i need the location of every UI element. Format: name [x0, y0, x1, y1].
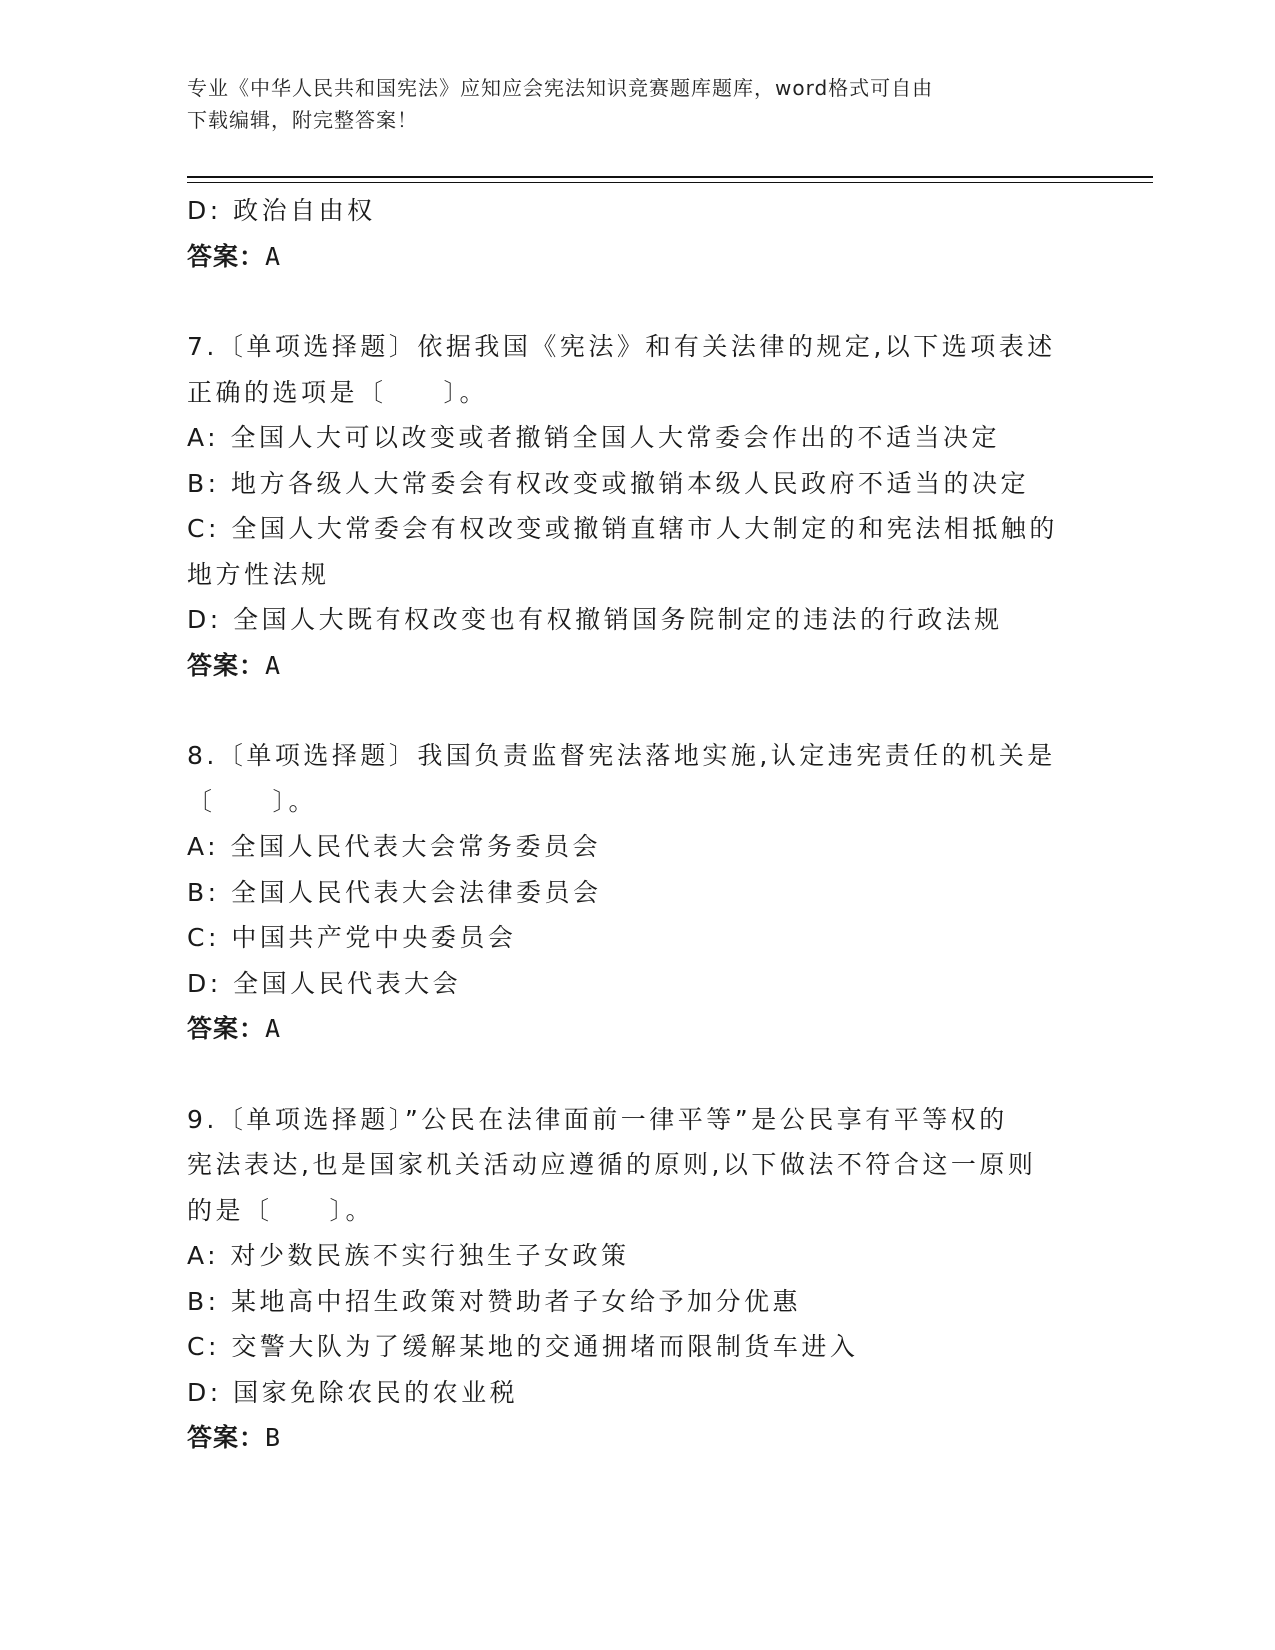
- question-9: [187, 1097, 1067, 1461]
- answer-value: A: [265, 241, 282, 271]
- option-a: A: 全国人大可以改变或者撤销全国人大常委会作出的不适当决定: [187, 423, 1001, 452]
- question-stem: 的是〔 〕。: [187, 1195, 375, 1225]
- answer-value: A: [265, 650, 282, 680]
- answer-label: 答案：: [187, 241, 266, 271]
- header-rule-thick: [187, 176, 1153, 178]
- spacer: [187, 1052, 1067, 1097]
- answer-label: 答案：: [187, 1014, 266, 1043]
- answer-line: [187, 1006, 1067, 1052]
- spacer: [187, 688, 1067, 733]
- option-c: C: 交警大队为了缓解某地的交通拥堵而限制货车进入: [187, 1332, 859, 1361]
- answer-label: 答案：: [187, 650, 266, 680]
- question-stem: 〔 〕。: [187, 786, 318, 816]
- answer-value: A: [265, 1014, 282, 1043]
- question-content: [187, 188, 1067, 1461]
- header-rule-thin: [187, 182, 1153, 183]
- option-d: D: 政治自由权: [187, 196, 376, 225]
- option-a: A: 全国人民代表大会常务委员会: [187, 832, 602, 861]
- question-8: [187, 733, 1067, 1052]
- option-c: C: 中国共产党中央委员会: [187, 923, 517, 952]
- option-c: C: 全国人大常委会有权改变或撤销直辖市人大制定的和宪法相抵触的: [187, 514, 1058, 543]
- question-stem: 正确的选项是〔 〕。: [187, 377, 489, 407]
- question-stem: 8.〔单项选择题〕我国负责监督宪法落地实施,认定违宪责任的机关是: [187, 741, 1056, 770]
- option-b: B: 地方各级人大常委会有权改变或撤销本级人民政府不适当的决定: [187, 468, 1030, 498]
- option-c-continuation: 地方性法规: [187, 559, 330, 589]
- answer-line: [187, 234, 1067, 280]
- question-7: [187, 324, 1067, 688]
- question-stem: 7.〔单项选择题〕依据我国《宪法》和有关法律的规定,以下选项表述: [187, 332, 1056, 361]
- option-b: B: 全国人民代表大会法律委员会: [187, 877, 602, 907]
- header-line-2: 下载编辑，附完整答案！: [187, 108, 418, 132]
- question-stem: 9.〔单项选择题〕”公民在法律面前一律平等”是公民享有平等权的: [187, 1104, 1008, 1134]
- option-b: B: 某地高中招生政策对赞助者子女给予加分优惠: [187, 1286, 802, 1316]
- question-stem: 宪法表达,也是国家机关活动应遵循的原则,以下做法不符合这一原则: [187, 1150, 1037, 1179]
- answer-label: 答案：: [187, 1423, 266, 1452]
- option-a: A: 对少数民族不实行独生子女政策: [187, 1241, 630, 1270]
- header-line-1: 专业《中华人民共和国宪法》应知应会宪法知识竞赛题库题库，word格式可自由: [187, 76, 934, 100]
- answer-line: [187, 643, 1067, 689]
- answer-line: [187, 1415, 1067, 1461]
- answer-value: B: [265, 1423, 282, 1452]
- document-header: [187, 72, 1067, 136]
- option-d: D: 全国人大既有权改变也有权撤销国务院制定的违法的行政法规: [187, 605, 1003, 634]
- option-d: D: 全国人民代表大会: [187, 968, 462, 998]
- option-d: D: 国家免除农民的农业税: [187, 1377, 519, 1407]
- spacer: [187, 279, 1067, 324]
